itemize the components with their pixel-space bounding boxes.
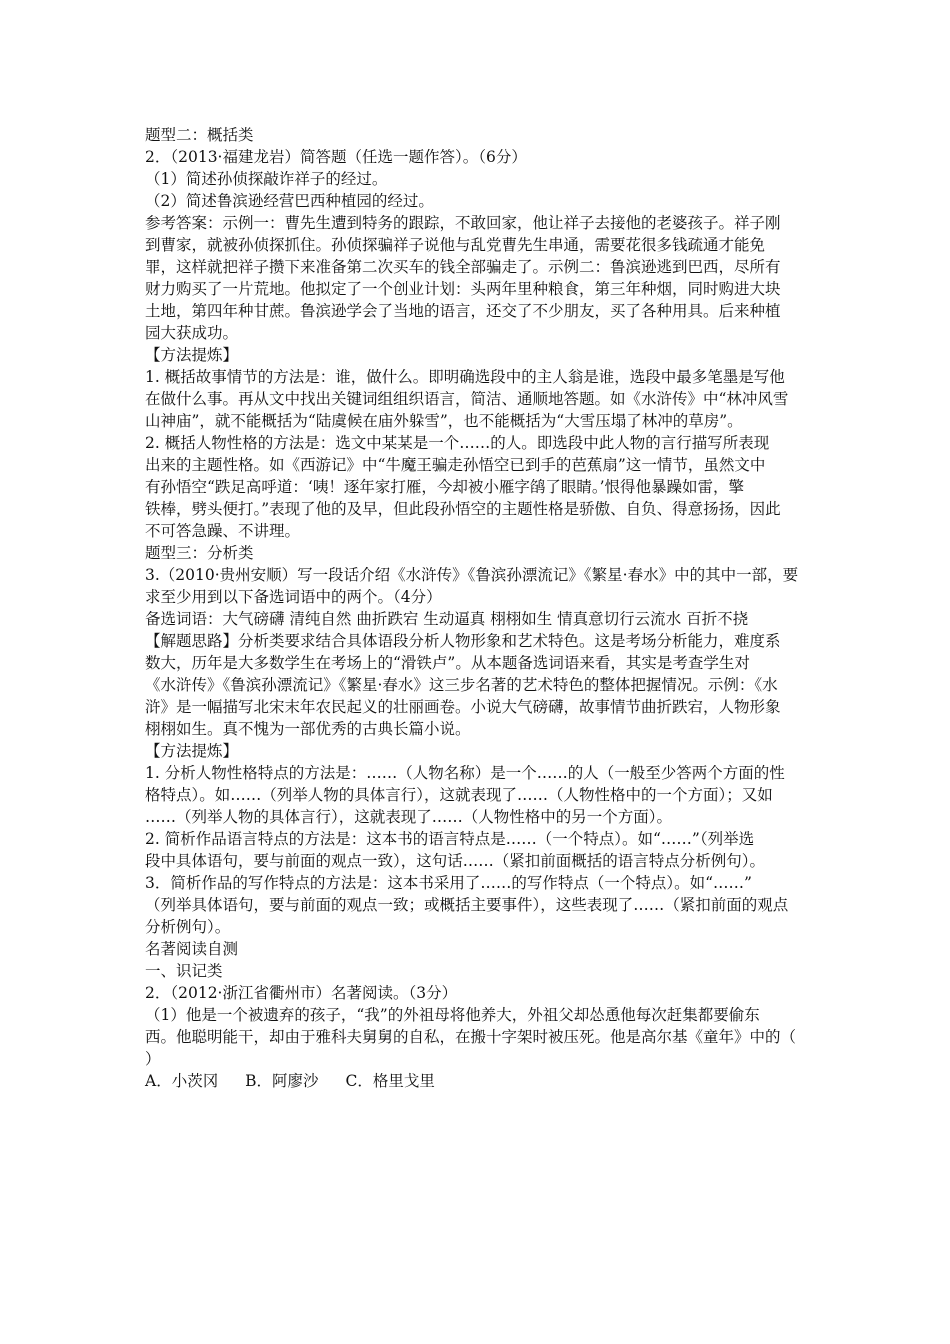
question-text-line: ）: [145, 1050, 161, 1068]
section-heading-type2: 题型二：概括类: [145, 126, 254, 144]
method-text-line: （列举具体语句，要与前面的观点一致；或概括主要事件），这些表现了……（紧扣前面的观点: [145, 896, 789, 914]
solution-text-line: 数大，历年是大多数学生在考场上的“滑铁卢”。从本题备选词语来看，其实是考查学生对: [145, 654, 750, 672]
document-body: [145, 124, 810, 1092]
answer-text-line: 参考答案：示例一：曹先生遭到特务的跟踪，不敢回家，他让祥子去接他的老婆孩子。祥子刚: [145, 214, 781, 232]
solution-text-line: 【解题思路】分析类要求结合具体语段分析人物形象和艺术特色。这是考场分析能力，难度系: [145, 632, 781, 650]
solution-text-line: 《水浒传》《鲁滨孙漂流记》《繁星·春水》这三步名著的艺术特色的整体把握情况。示例：《水: [145, 676, 778, 694]
solution-text-line: 栩栩如生。真不愧为一部优秀的古典长篇小说。: [145, 720, 471, 738]
answer-text-line: 园大获成功。: [145, 324, 239, 342]
method-text-line: 有孙悟空“跌足高呼道：‘咦！逐年家打雁，今却被小雁字鹐了眼睛。’恨得他暴躁如雷，擎: [145, 478, 745, 496]
method-text-line: 3．简析作品的写作特点的方法是：这本书采用了……的写作特点（一个特点）。如“……”: [145, 874, 752, 892]
question-2-title: 2．（2012·浙江省衢州市）名著阅读。（3分）: [145, 984, 458, 1002]
solution-text-line: 浒》是一幅描写北宋末年农民起义的壮丽画卷。小说大气磅礴，故事情节曲折跌宕，人物形象: [145, 698, 781, 716]
question-2-part-2: （2）简述鲁滨逊经营巴西种植园的经过。: [145, 192, 434, 210]
subsection-heading: 一、识记类: [145, 962, 223, 980]
method-text-line: 山神庙”，就不能概括为“陆虞候在庙外躲雪”，也不能概括为“大雪压塌了林冲的草房”。: [145, 412, 743, 430]
answer-choices: [145, 1070, 810, 1092]
answer-text-line: 土地，第四年种甘蔗。鲁滨逊学会了当地的语言，还交了不少朋友，买了各种用具。后来种植: [145, 302, 781, 320]
method-text-line: 段中具体语句，要与前面的观点一致），这句话……（紧扣前面概括的语言特点分析例句）。: [145, 852, 766, 870]
method-text-line: 1. 分析人物性格特点的方法是：……（人物名称）是一个……的人（一般至少答两个方面的性: [145, 764, 785, 782]
method-text-line: 2. 概括人物性格的方法是：选文中某某是一个……的人。即选段中此人物的言行描写所表现: [145, 434, 770, 452]
method-text-line: 铁棒，劈头便打。”表现了他的及早，但此段孙悟空的主题性格是骄傲、自负、得意扬扬，因此: [145, 500, 781, 518]
answer-text-line: 罪，这样就把祥子攒下来准备第二次买车的钱全部骗走了。示例二：鲁滨逊逃到巴西，尽所有: [145, 258, 781, 276]
method-heading: 【方法提炼】: [145, 346, 239, 364]
method-text-line: ……（列举人物的具体言行），这就表现了……（人物性格中的另一个方面）。: [145, 808, 673, 826]
choice-c: C．格里戈里: [345, 1072, 435, 1090]
method-text-line: 出来的主题性格。如《西游记》中“牛魔王骗走孙悟空已到手的芭蕉扇”这一情节，虽然文中: [145, 456, 766, 474]
method-text-line: 分析例句）。: [145, 918, 231, 936]
method-text-line: 1. 概括故事情节的方法是：谁，做什么。即明确选段中的主人翁是谁，选段中最多笔墨是写他: [145, 368, 785, 386]
question-3-title: 求至少用到以下备选词语中的两个。（4分）: [145, 588, 442, 606]
section-heading-type3: 题型三：分析类: [145, 544, 254, 562]
question-text-line: 西。他聪明能干，却由于雅科夫舅舅的自私，在搬十字架时被压死。他是高尔基《童年》中的（: [145, 1028, 797, 1046]
method-text-line: 2. 简析作品语言特点的方法是：这本书的语言特点是……（一个特点）。如“……”（列举选: [145, 830, 755, 848]
question-text-line: （1）他是一个被遗弃的孩子，“我”的外祖母将他养大，外祖父却怂恿他每次赶集都要偷东: [145, 1006, 760, 1024]
choice-a: A．小茨冈: [145, 1072, 219, 1090]
self-test-heading: 名著阅读自测: [145, 940, 239, 958]
question-3-title: 3.（2010·贵州安顺）写一段话介绍《水浒传》《鲁滨孙漂流记》《繁星·春水》中的其中一部，要: [145, 566, 799, 584]
method-heading: 【方法提炼】: [145, 742, 239, 760]
answer-text-line: 到曹家，就被孙侦探抓住。孙侦探骗祥子说他与乱党曹先生串通，需要花很多钱疏通才能免: [145, 236, 766, 254]
method-text-line: 不可答急躁、不讲理。: [145, 522, 301, 540]
word-bank: 备选词语：大气磅礴 清纯自然 曲折跌宕 生动逼真 栩栩如生 情真意切行云流水 百折不挠: [145, 610, 749, 628]
choice-b: B．阿廖沙: [245, 1072, 319, 1090]
answer-text-line: 财力购买了一片荒地。他拟定了一个创业计划：头两年里种粮食，第三年种烟，同时购进大块: [145, 280, 781, 298]
method-text-line: 在做什么事。再从文中找出关键词组组织语言，简洁、通顺地答题。如《水浒传》中“林冲风雪: [145, 390, 789, 408]
question-2-part-1: （1）简述孙侦探敲诈祥子的经过。: [145, 170, 388, 188]
method-text-line: 格特点）。如……（列举人物的具体言行），这就表现了……（人物性格中的一个方面）；又如: [145, 786, 773, 804]
question-2-title: 2．（2013·福建龙岩）简答题（任选一题作答）。（6分）: [145, 148, 527, 166]
